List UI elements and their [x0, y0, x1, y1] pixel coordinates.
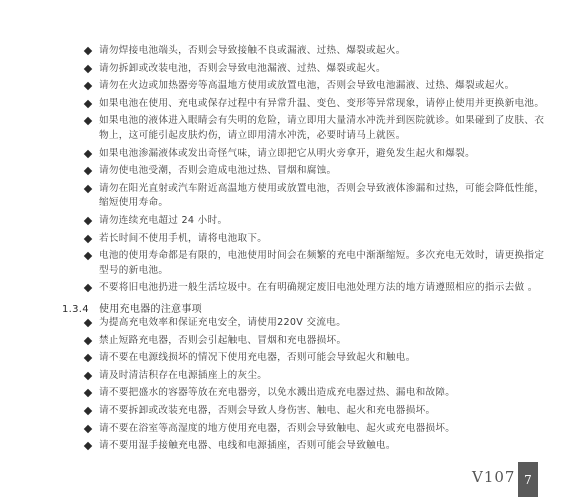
list-item-text: 请勿拆卸或改装电池，否则会导致电池漏液、过热、爆裂或起火。 — [99, 62, 386, 74]
list-item — [85, 334, 545, 349]
list-item-text: 请勿在阳光直射或汽车附近高温地方使用或放置电池，否则会导致液体渗漏和过热，可能会降低性能，缩短使用寿命。 — [99, 182, 545, 209]
list-item — [85, 79, 545, 94]
list-item — [85, 147, 545, 162]
list-item-text: 请勿使电池受潮，否则会造成电池过热、冒烟和腐蚀。 — [99, 165, 337, 177]
battery-precautions-list — [85, 44, 545, 299]
diamond-bullet-icon — [84, 442, 92, 450]
list-item-text: 不要将旧电池扔进一般生活垃圾中。在有明确规定废旧电池处理方法的地方请遵照相应的指示去做 。 — [99, 282, 538, 294]
list-item — [85, 164, 545, 179]
list-item — [85, 182, 545, 211]
diamond-bullet-icon — [84, 354, 92, 362]
diamond-bullet-icon — [84, 319, 92, 327]
list-item — [85, 404, 545, 419]
list-item — [85, 281, 545, 296]
diamond-bullet-icon — [84, 389, 92, 397]
diamond-bullet-icon — [84, 117, 92, 125]
diamond-bullet-icon — [84, 47, 92, 55]
diamond-bullet-icon — [84, 284, 92, 292]
list-item-text: 请不要在电源线损坏的情况下使用充电器，否则可能会导致起火和触电。 — [99, 352, 416, 364]
list-item-text: 电池的使用寿命都是有限的，电池使用时间会在频繁的充电中渐渐缩短。多次充电无效时，请更换指定型号的新电池。 — [99, 250, 545, 276]
diamond-bullet-icon — [84, 185, 92, 193]
list-item-text: 如果电池渗漏液体或发出奇怪气味，请立即把它从明火旁拿开，避免发生起火和爆裂。 — [99, 147, 475, 159]
page-number-text: 7 — [524, 472, 532, 487]
list-item — [85, 249, 545, 278]
list-item — [85, 232, 545, 247]
list-item — [85, 44, 545, 59]
list-item-text: 请不要用湿手接触充电器、电线和电源插座，否则可能会导致触电。 — [99, 440, 396, 452]
page-number — [518, 462, 538, 497]
diamond-bullet-icon — [84, 149, 92, 157]
list-item-text: 请勿在火边或加热器旁等高温地方使用或放置电池，否则会导致电池漏液、过热、爆裂或起火。 — [99, 80, 515, 92]
diamond-bullet-icon — [84, 372, 92, 380]
section-number: 1.3.4 — [62, 304, 89, 315]
diamond-bullet-icon — [84, 424, 92, 432]
list-item-text: 为提高充电效率和保证充电安全，请使用220V 交流电。 — [99, 317, 347, 328]
list-item-text: 请勿连续充电超过 24 小时。 — [99, 214, 228, 226]
diamond-bullet-icon — [84, 336, 92, 344]
list-item-text: 请勿焊接电池端头，否则会导致接触不良或漏液、过热、爆裂或起火。 — [99, 45, 406, 56]
section-heading — [62, 300, 202, 315]
list-item — [85, 114, 545, 143]
list-item-text: 若长时间不使用手机，请将电池取下。 — [99, 232, 268, 244]
list-item-text: 请不要拆卸或改装充电器，否则会导致人身伤害、触电、起火和充电器损坏。 — [99, 404, 436, 416]
diamond-bullet-icon — [84, 252, 92, 260]
list-item-text: 请不要在浴室等高湿度的地方使用充电器，否则会导致触电、起火或充电器损坏。 — [99, 422, 456, 434]
list-item — [85, 214, 545, 229]
diamond-bullet-icon — [84, 217, 92, 225]
section-title: 使用充电器的注意事项 — [98, 304, 202, 315]
list-item-text: 如果电池的液体进入眼睛会有失明的危险，请立即用大量清水冲洗并到医院就诊。如果碰到了皮肤、衣物上，这可能引起皮肤灼伤，请立即用清水冲洗，必要时请马上就医。 — [99, 115, 545, 141]
list-item — [85, 439, 545, 454]
diamond-bullet-icon — [84, 64, 92, 72]
diamond-bullet-icon — [84, 167, 92, 175]
diamond-bullet-icon — [84, 234, 92, 242]
list-item-text: 禁止短路充电器，否则会引起触电、冒烟和充电器损坏。 — [99, 334, 347, 346]
list-item-text: 请及时清洁积存在电源插座上的灰尘。 — [99, 369, 268, 381]
list-item — [85, 369, 545, 384]
list-item — [85, 386, 545, 401]
diamond-bullet-icon — [84, 100, 92, 108]
list-item — [85, 62, 545, 77]
list-item — [85, 422, 545, 437]
list-item — [85, 97, 545, 112]
list-item — [85, 351, 545, 366]
charger-precautions-list — [85, 316, 545, 457]
list-item-text: 请不要把盛水的容器等放在充电器旁，以免水溅出造成充电器过热、漏电和故障。 — [99, 387, 456, 399]
diamond-bullet-icon — [84, 82, 92, 90]
diamond-bullet-icon — [84, 407, 92, 415]
list-item-text: 如果电池在使用、充电或保存过程中有异常升温、变色、变形等异常现象，请停止使用并更换新电池。 — [99, 97, 545, 109]
model-name: V107 — [472, 468, 516, 486]
list-item — [85, 316, 545, 331]
